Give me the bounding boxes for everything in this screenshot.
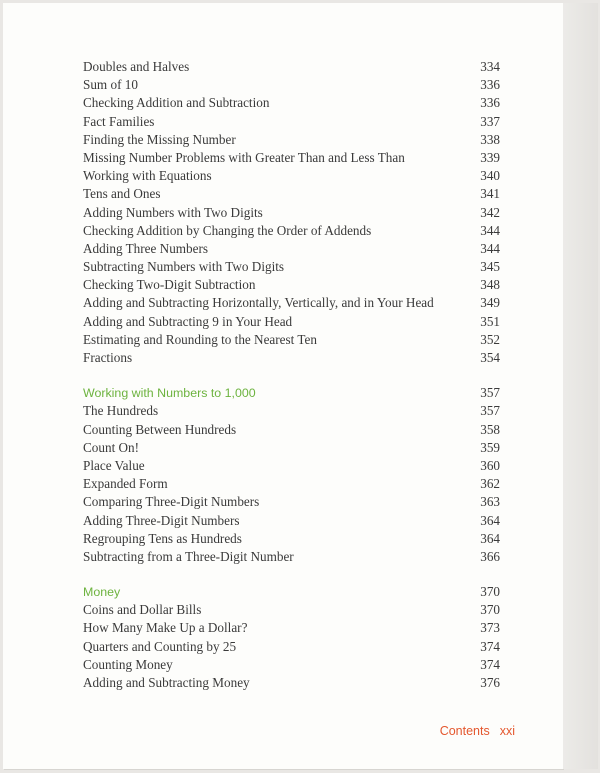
toc-entry-title: Working with Equations [83,168,212,184]
toc-entry [80,76,500,94]
toc-entry [80,58,500,76]
toc-entry [80,439,500,457]
toc-entry-page: 364 [480,512,500,528]
toc-entry-title: Counting Money [83,656,173,672]
footer-label: Contents [439,724,490,738]
toc-entry [80,185,500,203]
table-of-contents [80,58,500,692]
page-footer [440,724,515,738]
section-heading [80,583,500,601]
toc-entry [80,493,500,511]
toc-entry [80,548,500,566]
toc-entry [80,222,500,240]
toc-entry-title: Subtracting Numbers with Two Digits [83,259,285,275]
toc-entry-page: 344 [480,240,500,256]
toc-entry-title: How Many Make Up a Dollar? [83,620,248,636]
toc-entry-page: 336 [480,77,500,93]
toc-entry-title: Counting Between Hundreds [83,421,237,437]
toc-entry-page: 352 [480,331,500,347]
toc-entry-page: 348 [480,277,500,293]
toc-entry [80,402,500,420]
toc-entry [80,204,500,222]
toc-entry-page: 362 [480,476,500,492]
toc-entry-page: 337 [480,113,500,129]
toc-entry-title: Adding Three Numbers [83,240,209,256]
toc-entry-page: 364 [480,530,500,546]
section-heading-title: Money [83,585,121,600]
toc-entry-title: Checking Addition and Subtraction [83,95,270,111]
toc-entry [80,131,500,149]
toc-entry-page: 358 [480,421,500,437]
toc-entry-title: Finding the Missing Number [83,131,236,147]
toc-entry-title: Regrouping Tens as Hundreds [83,530,242,546]
section-heading [80,384,500,402]
toc-entry [80,167,500,185]
toc-entry-title: Sum of 10 [83,77,138,93]
toc-entry-page: 344 [480,222,500,238]
toc-entry-page: 341 [480,186,500,202]
toc-entry-title: Adding and Subtracting Horizontally, Vertically, and in Your Head [83,295,434,311]
toc-entry-title: Quarters and Counting by 25 [83,638,237,654]
toc-entry-title: Estimating and Rounding to the Nearest Ten [83,331,317,347]
section-heading-page: 370 [480,584,500,600]
toc-entry [80,457,500,475]
toc-entry [80,475,500,493]
footer-page-number: xxi [499,724,515,738]
toc-entry [80,149,500,167]
toc-entry-page: 370 [480,602,500,618]
toc-entry-title: Count On! [83,439,140,455]
toc-entry-title: Adding and Subtracting Money [83,675,250,690]
toc-entry-page: 363 [480,494,500,510]
toc-entry [80,421,500,439]
toc-entry-page: 374 [480,638,500,654]
toc-entry-page: 359 [480,439,500,455]
toc-entry [80,313,500,331]
toc-entry-title: Tens and Ones [83,186,161,202]
toc-entry-page: 342 [480,204,500,220]
toc-entry-title: Adding and Subtracting 9 in Your Head [83,313,293,329]
toc-entry [80,674,500,692]
toc-entry-page: 345 [480,259,500,275]
toc-entry [80,656,500,674]
toc-entry [80,294,500,312]
toc-entry [80,331,500,349]
toc-entry [80,258,500,276]
toc-entry [80,638,500,656]
toc-entry-page: 366 [480,548,500,564]
toc-entry-title: Expanded Form [83,476,168,492]
toc-entry-page: 349 [480,295,500,311]
toc-entry-page: 336 [480,95,500,111]
adjacent-page-edge [563,3,598,769]
toc-entry [80,349,500,367]
toc-entry-page: 354 [480,350,500,365]
toc-entry [80,530,500,548]
toc-entry [80,276,500,294]
toc-entry-title: Fact Families [83,113,155,129]
toc-entry [80,113,500,131]
toc-entry [80,512,500,530]
toc-entry-title: Doubles and Halves [83,59,190,74]
book-page [3,3,563,769]
toc-entry-page: 334 [480,59,500,74]
toc-entry-page: 360 [480,457,500,473]
toc-entry-page: 357 [480,403,500,419]
toc-entry [80,619,500,637]
toc-entry-page: 339 [480,149,500,165]
toc-entry [80,240,500,258]
toc-entry [80,94,500,112]
toc-entry-page: 376 [480,675,500,690]
toc-group-numbers-to-1000 [80,402,500,566]
section-heading-page: 357 [480,385,500,401]
toc-entry-title: The Hundreds [83,403,159,419]
toc-entry-title: Checking Two-Digit Subtraction [83,277,256,293]
toc-entry-title: Coins and Dollar Bills [83,602,202,618]
toc-entry-title: Adding Three-Digit Numbers [83,512,240,528]
toc-entry-page: 351 [480,313,500,329]
toc-entry-title: Place Value [83,457,145,473]
toc-group-arithmetic [80,58,500,367]
toc-entry-page: 338 [480,131,500,147]
toc-entry-title: Subtracting from a Three-Digit Number [83,548,294,564]
toc-entry-page: 340 [480,168,500,184]
toc-entry-page: 374 [480,656,500,672]
section-heading-title: Working with Numbers to 1,000 [83,386,256,401]
toc-entry-title: Comparing Three-Digit Numbers [83,494,260,510]
toc-entry-title: Missing Number Problems with Greater Than and Less Than [83,149,405,165]
toc-entry-title: Checking Addition by Changing the Order of Addends [83,222,372,238]
toc-group-money [80,601,500,692]
toc-entry-page: 373 [480,620,500,636]
toc-entry [80,601,500,619]
toc-entry-title: Fractions [83,350,133,365]
toc-entry-title: Adding Numbers with Two Digits [83,204,263,220]
